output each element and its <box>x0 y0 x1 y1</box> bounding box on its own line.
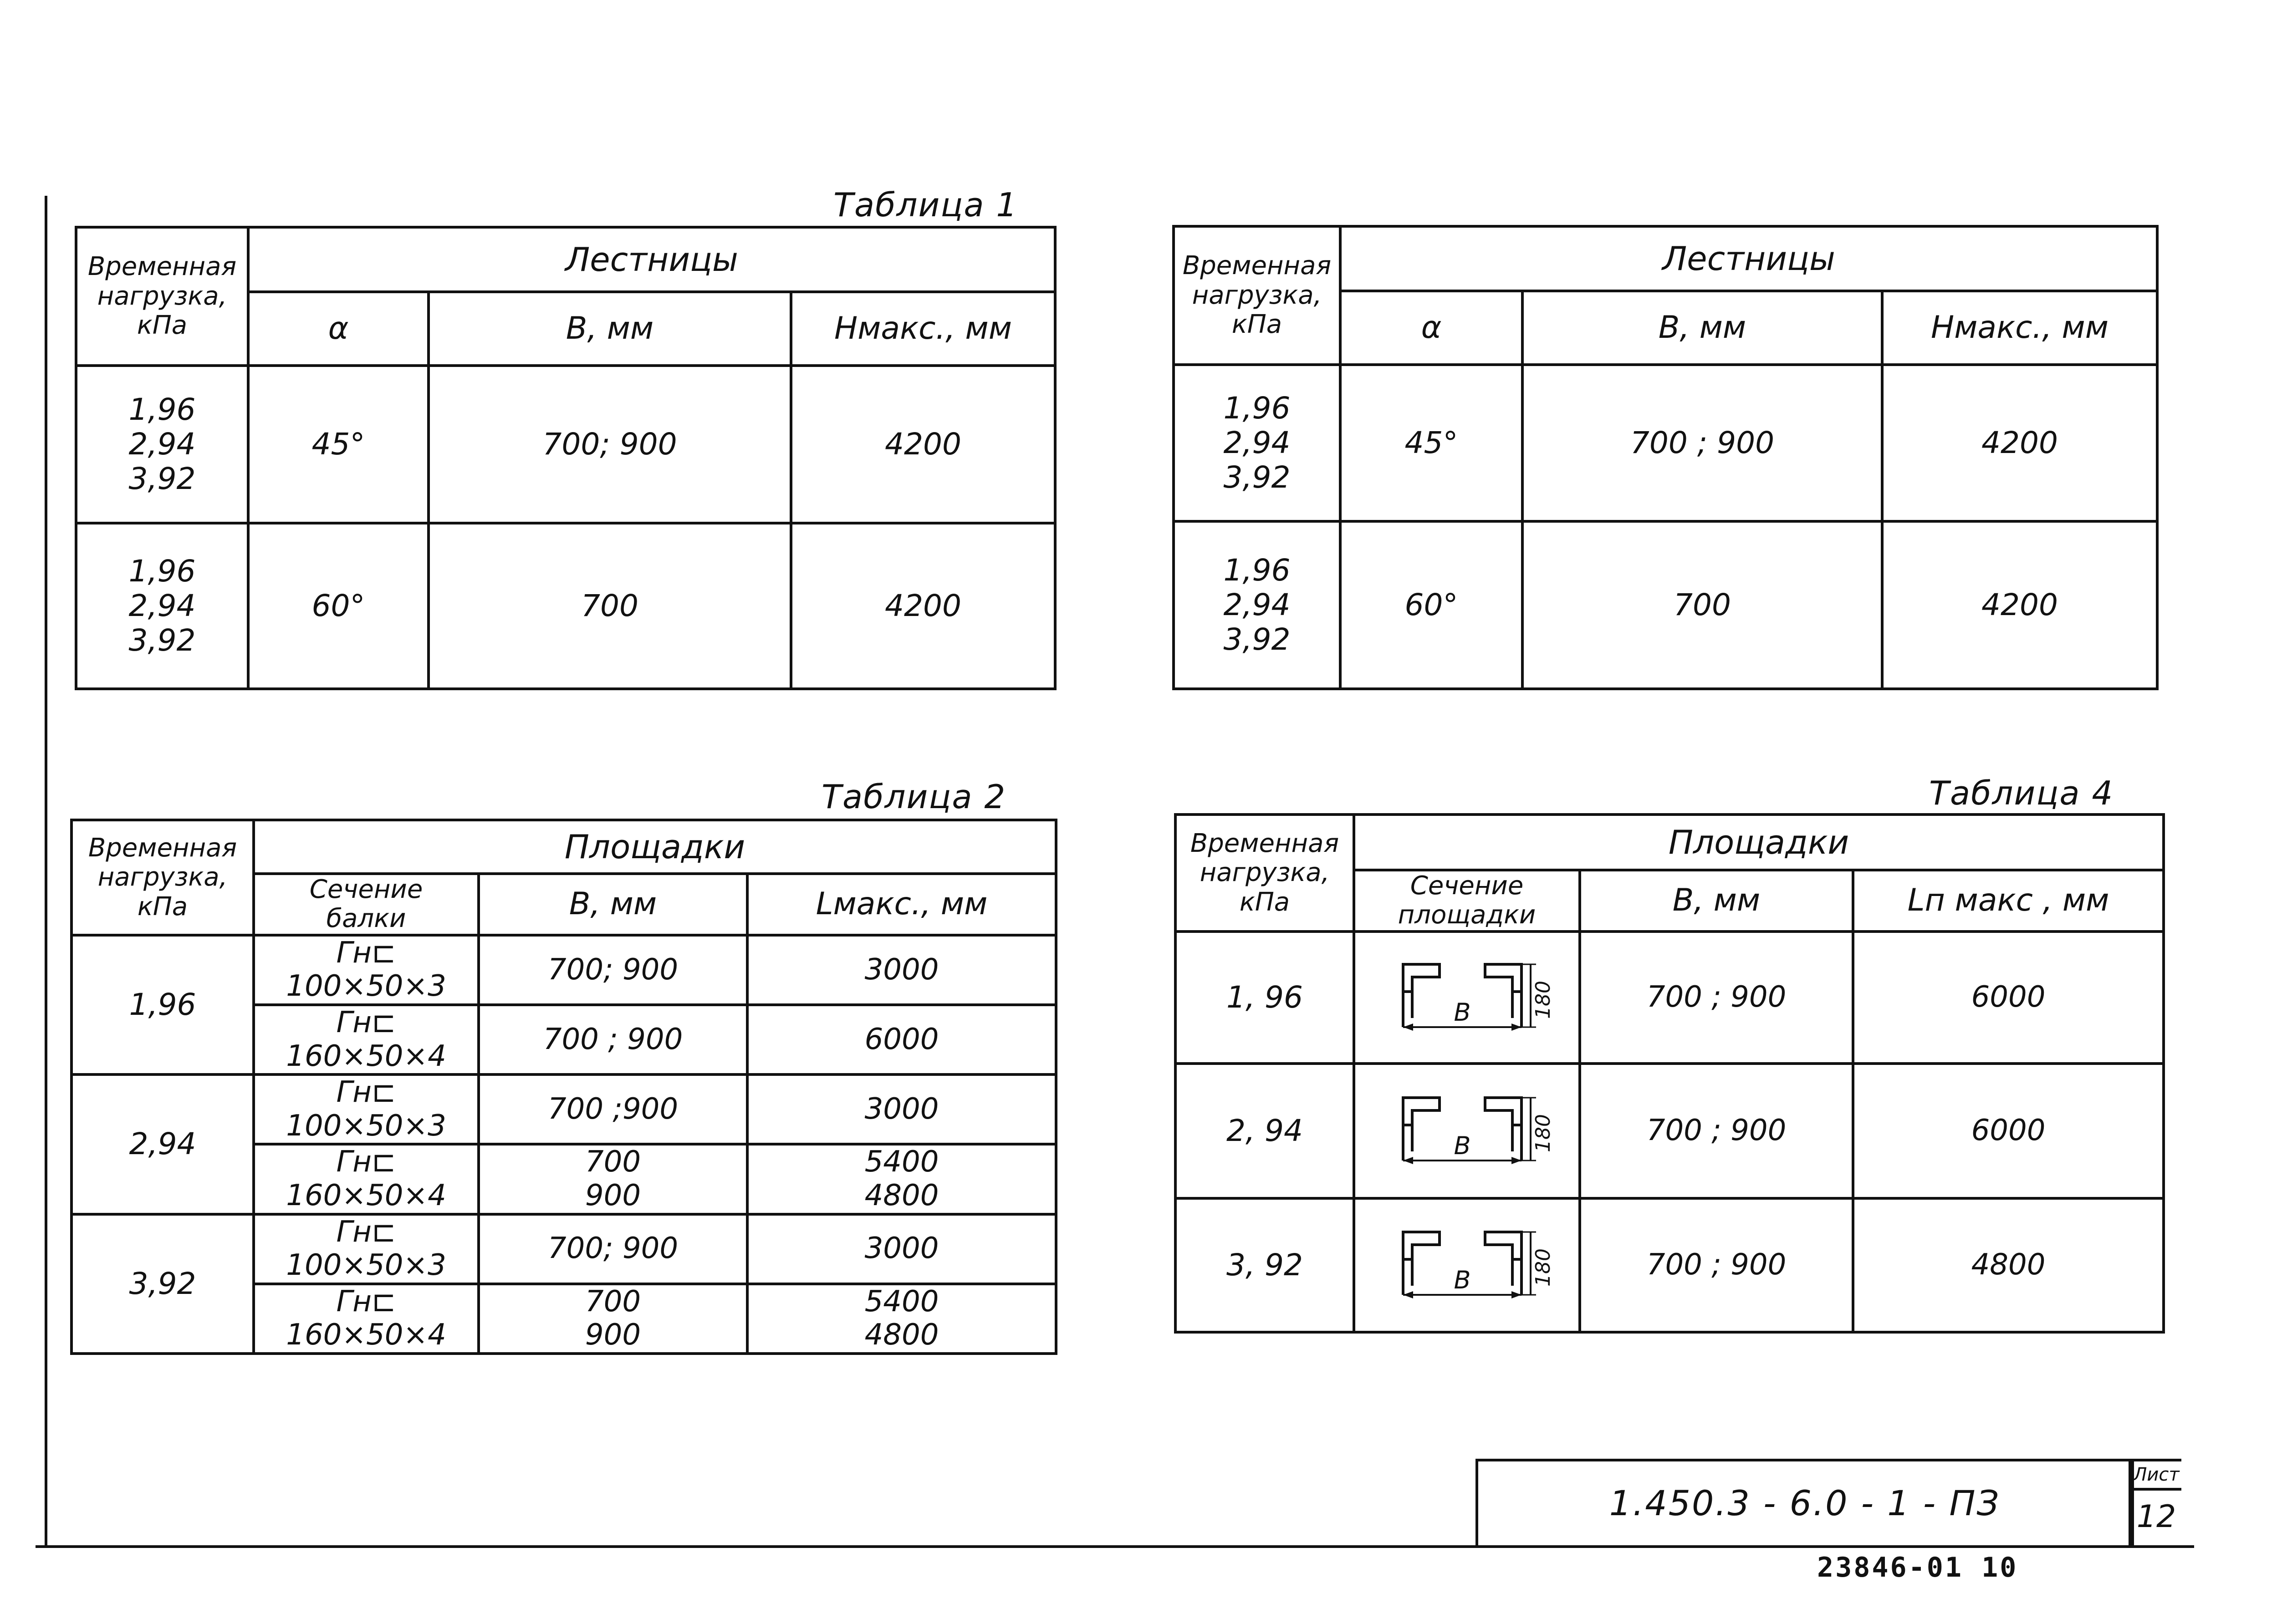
table2-header-l: Lмакс., мм <box>747 874 1056 935</box>
table-row <box>76 366 1055 523</box>
table3-row1-angle: 45° <box>1340 365 1522 521</box>
table2-g2r2-l: 5400 4800 <box>747 1144 1056 1214</box>
table-row <box>1174 365 2157 521</box>
table1 <box>75 226 1057 690</box>
table4-header-load: Временная нагрузка, кПа <box>1175 815 1354 932</box>
section-width-label: B <box>1454 998 1471 1027</box>
archive-stamp: 23846-01 10 <box>1817 1552 2018 1583</box>
table1-header-group: Лестницы <box>248 227 1055 292</box>
table2-g1r2-l: 6000 <box>747 1005 1056 1074</box>
table4-row2-b: 700 ; 900 <box>1580 1064 1853 1198</box>
title-block <box>1475 1459 2181 1545</box>
table2-g1r1-b: 700; 900 <box>479 935 747 1005</box>
table2-header-load: Временная нагрузка, кПа <box>71 820 254 935</box>
table4-header-b: B, мм <box>1580 870 1853 932</box>
platform-section-diagram <box>1385 1088 1555 1174</box>
table2-g3r2-l: 5400 4800 <box>747 1284 1056 1354</box>
table3-header-b: B, мм <box>1522 291 1882 365</box>
table2-g3r2-b: 700 900 <box>479 1284 747 1354</box>
table-row <box>1175 1064 2164 1198</box>
table2-g3r2-section: Гн⊏ 160×50×4 <box>254 1284 479 1354</box>
table2-header-group: Площадки <box>254 820 1056 874</box>
table4 <box>1174 813 2165 1334</box>
sheet-number-box <box>2129 1459 2181 1545</box>
table3-row2-h: 4200 <box>1882 521 2157 689</box>
table3 <box>1172 225 2159 690</box>
table4-row2-load: 2, 94 <box>1175 1064 1354 1198</box>
table1-caption: Таблица 1 <box>833 186 1018 224</box>
table1-header-b: B, мм <box>429 292 791 366</box>
table2 <box>70 819 1057 1355</box>
table-row <box>76 523 1055 689</box>
document-code: 1.450.3 - 6.0 - 1 - ПЗ <box>1609 1483 2001 1523</box>
table2-caption: Таблица 2 <box>822 778 1006 816</box>
table4-row3-section <box>1354 1198 1580 1332</box>
table4-header-l: Lп макс , мм <box>1853 870 2164 932</box>
table4-row2-section <box>1354 1064 1580 1198</box>
table4-row1-b: 700 ; 900 <box>1580 932 1853 1064</box>
section-height-label: 180 <box>1532 1114 1555 1152</box>
table4-header-group: Площадки <box>1354 815 2164 870</box>
table-row <box>1175 932 2164 1064</box>
table2-g1r1-l: 3000 <box>747 935 1056 1005</box>
table3-row1-h: 4200 <box>1882 365 2157 521</box>
table1-row2-loads: 1,96 2,94 3,92 <box>76 523 248 689</box>
table2-g2r1-b: 700 ;900 <box>479 1074 747 1144</box>
table2-group3-load: 3,92 <box>71 1214 254 1354</box>
table3-header-angle: α <box>1340 291 1522 365</box>
table3-header-group: Лестницы <box>1340 226 2157 291</box>
table3-row2-b: 700 <box>1522 521 1882 689</box>
frame-left-border <box>45 196 47 1546</box>
table3-header-load: Временная нагрузка, кПа <box>1174 226 1340 365</box>
table2-g2r2-section: Гн⊏ 160×50×4 <box>254 1144 479 1214</box>
table1-row2-h: 4200 <box>791 523 1055 689</box>
table3-row2-angle: 60° <box>1340 521 1522 689</box>
table-row <box>71 1214 1056 1284</box>
table4-caption: Таблица 4 <box>1929 774 2114 812</box>
table1-header-load: Временная нагрузка, кПа <box>76 227 248 366</box>
table4-row3-load: 3, 92 <box>1175 1198 1354 1332</box>
sheet-label: Лист <box>2131 1461 2181 1491</box>
table1-row1-b: 700; 900 <box>429 366 791 523</box>
table3-row2-loads: 1,96 2,94 3,92 <box>1174 521 1340 689</box>
section-height-label: 180 <box>1532 1248 1555 1287</box>
table2-g2r1-l: 3000 <box>747 1074 1056 1144</box>
table1-header-angle: α <box>248 292 429 366</box>
platform-section-diagram <box>1385 954 1555 1041</box>
table4-row1-section <box>1354 932 1580 1064</box>
table-row <box>1175 1198 2164 1332</box>
table2-g3r1-l: 3000 <box>747 1214 1056 1284</box>
table-row <box>71 935 1056 1005</box>
table2-g1r1-section: Гн⊏ 100×50×3 <box>254 935 479 1005</box>
section-width-label: B <box>1454 1131 1471 1160</box>
table2-g2r2-b: 700 900 <box>479 1144 747 1214</box>
table2-group2-load: 2,94 <box>71 1074 254 1214</box>
frame-bottom-border <box>36 1545 2194 1548</box>
section-width-label: B <box>1454 1265 1471 1294</box>
table2-g1r2-section: Гн⊏ 160×50×4 <box>254 1005 479 1074</box>
platform-section-diagram <box>1385 1222 1555 1308</box>
table2-g3r1-section: Гн⊏ 100×50×3 <box>254 1214 479 1284</box>
table4-row3-l: 4800 <box>1853 1198 2164 1332</box>
table2-header-section: Сечение балки <box>254 874 479 935</box>
table2-g1r2-b: 700 ; 900 <box>479 1005 747 1074</box>
table4-row1-load: 1, 96 <box>1175 932 1354 1064</box>
table3-row1-b: 700 ; 900 <box>1522 365 1882 521</box>
table2-group1-load: 1,96 <box>71 935 254 1074</box>
table1-row1-loads: 1,96 2,94 3,92 <box>76 366 248 523</box>
table2-g3r1-b: 700; 900 <box>479 1214 747 1284</box>
table1-row1-h: 4200 <box>791 366 1055 523</box>
table3-header-h: Hмакс., мм <box>1882 291 2157 365</box>
table1-row2-b: 700 <box>429 523 791 689</box>
table4-row2-l: 6000 <box>1853 1064 2164 1198</box>
title-block-main <box>1475 1459 2134 1545</box>
table2-header-b: B, мм <box>479 874 747 935</box>
table4-header-section: Сечение площадки <box>1354 870 1580 932</box>
table3-row1-loads: 1,96 2,94 3,92 <box>1174 365 1340 521</box>
sheet-number: 12 <box>2136 1499 2176 1535</box>
table1-header-h: Hмакс., мм <box>791 292 1055 366</box>
table-row <box>71 1074 1056 1144</box>
table4-row3-b: 700 ; 900 <box>1580 1198 1853 1332</box>
table-row <box>1174 521 2157 689</box>
table1-row2-angle: 60° <box>248 523 429 689</box>
section-height-label: 180 <box>1532 980 1555 1019</box>
table4-row1-l: 6000 <box>1853 932 2164 1064</box>
table2-g2r1-section: Гн⊏ 100×50×3 <box>254 1074 479 1144</box>
table1-row1-angle: 45° <box>248 366 429 523</box>
